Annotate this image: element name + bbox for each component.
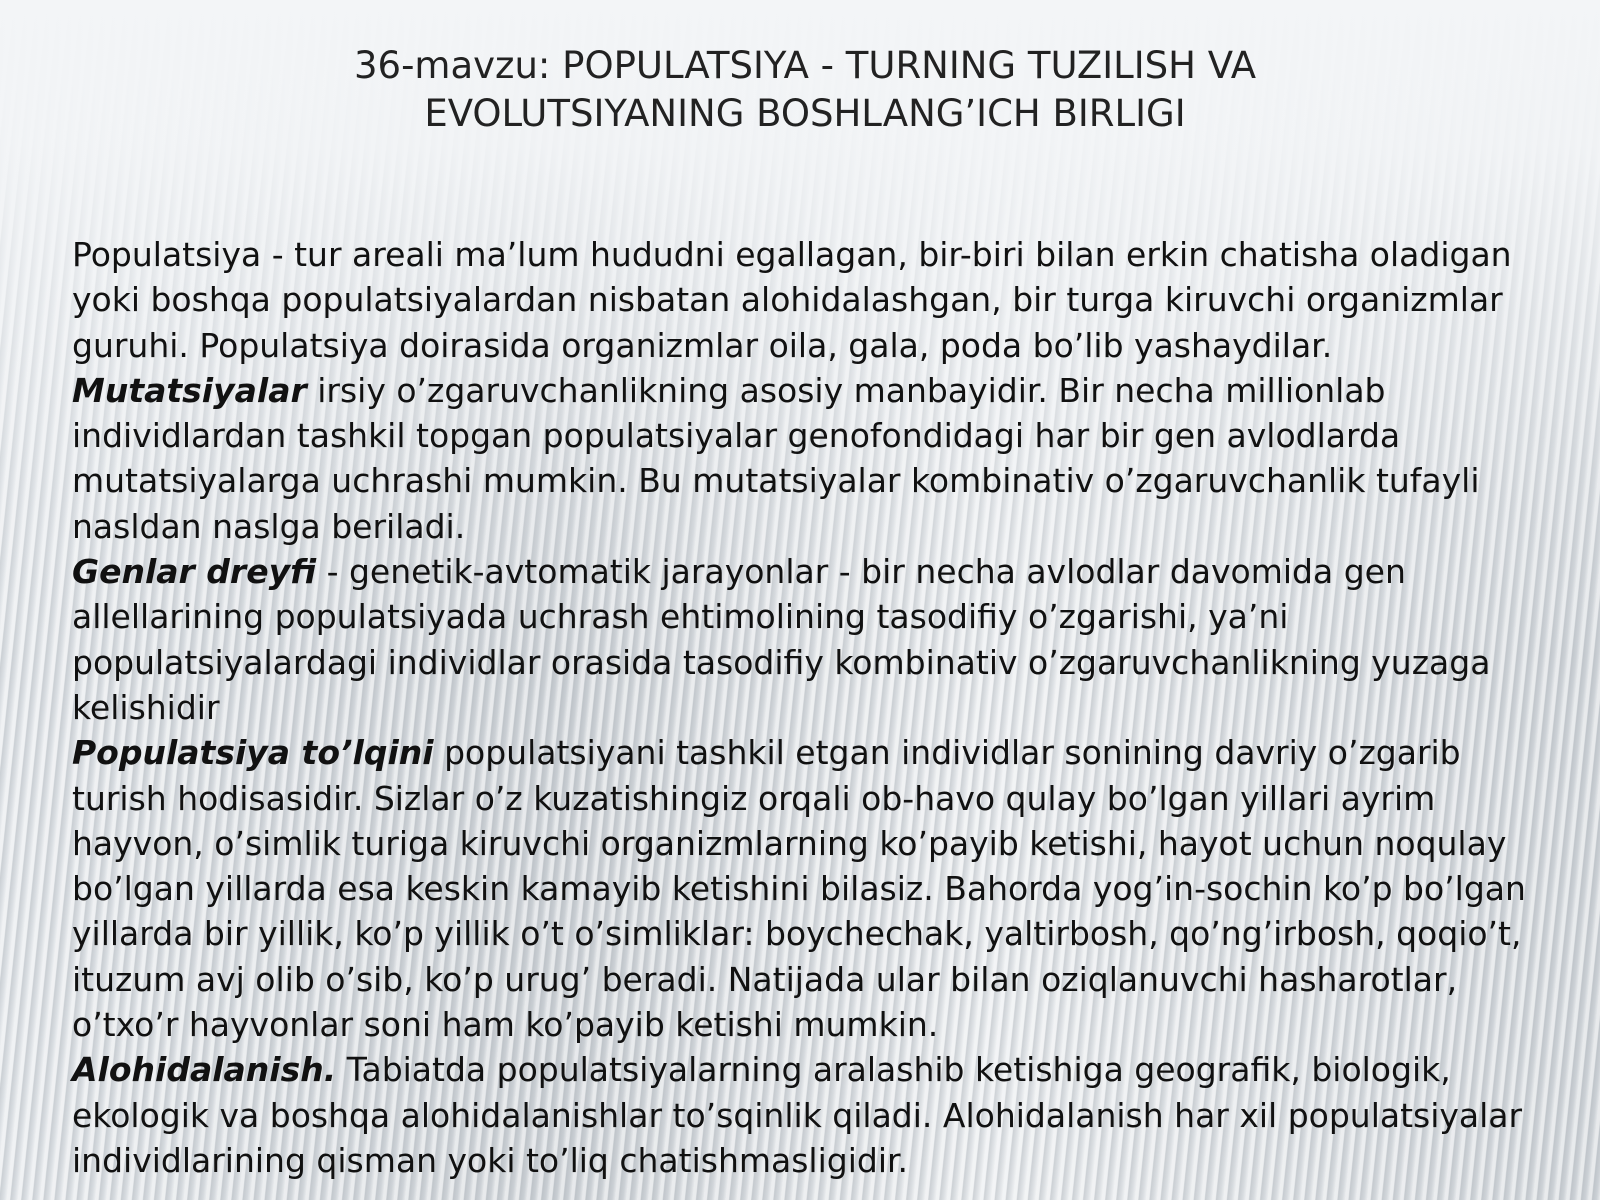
slide-title-line-1: 36-mavzu: POPULATSIYA - TURNING TUZILISH VA xyxy=(353,44,1257,87)
paragraph-populatsiya-tolqini xyxy=(72,730,1562,1047)
paragraph-populatsiya xyxy=(72,232,1562,368)
slide-title-line-2: EVOLUTSIYANING BOSHLANG’ICH BIRLIGI xyxy=(424,92,1186,135)
paragraph-text: Tabiatda populatsiyalarning aralashib ketishiga geografik, biologik, ekologik va boshqa alohidalanishlar to’sqinlik qiladi. Alohidalanish har xil populatsiyalar individlarining qisman yoki to’liq chatishmasligidir. xyxy=(72,1050,1523,1180)
slide-body xyxy=(72,232,1562,1183)
paragraph-term: Alohidalanish. xyxy=(72,1050,337,1090)
paragraph-text: - genetik-avtomatik jarayonlar - bir necha avlodlar davomida gen allellarining populatsiyada uchrash ehtimolining tasodifiy o’zgarishi, ya’ni populatsiyalardagi individlar orasida tasodifiy kombinativ o’zgaruvchanlikning yuzaga kelishidir xyxy=(72,552,1491,727)
paragraph-term: Populatsiya to’lqini xyxy=(72,733,434,773)
paragraph-genlar-dreyfi xyxy=(72,549,1562,730)
paragraph-text: irsiy o’zgaruvchanlikning asosiy manbayidir. Bir necha millionlab individlardan tashkil topgan populatsiyalar genofondidagi har bir gen avlodlarda mutatsiyalarga uchrashi mumkin. Bu mutatsiyalar kombinativ o’zgaruvchanlik tufayli nasldan naslga beriladi. xyxy=(72,370,1480,546)
paragraph-mutatsiyalar xyxy=(72,368,1562,549)
paragraph-term: Mutatsiyalar xyxy=(72,370,307,410)
paragraph-text: populatsiyani tashkil etgan individlar sonining davriy o’zgarib turish hodisasidir. Sizlar o’z kuzatishingiz orqali ob-havo qulay bo’lgan yillari ayrim hayvon, o’simlik turiga kiruvchi organizmlarning ko’payib ketishi, hayot uchun noqulay bo’lgan yillarda esa keskin kamayib ketishini bilasiz. Bahorda yog’in-sochin ko’p bo’lgan yillarda bir yillik, ko’p yillik o’t o’simliklar: boychechak, yaltirbosh, qo’ng’irbosh, qoqio’t, ituzum avj olib o’sib, ko’p urug’ beradi. Natijada ular bilan oziqlanuvchi hasharotlar, o’txo’r hayvonlar soni ham ko’payib ketishi mumkin. xyxy=(72,733,1526,1045)
paragraph-text: Populatsiya - tur areali ma’lum hududni egallagan, bir-biri bilan erkin chatisha oladigan yoki boshqa populatsiyalardan nisbatan alohidalashgan, bir turga kiruvchi organizmlar guruhi. Populatsiya doirasida organizmlar oila, gala, poda bo’lib yashaydilar. xyxy=(72,235,1512,365)
paragraph-alohidalanish xyxy=(72,1047,1562,1183)
paragraph-term: Genlar dreyfi xyxy=(72,552,317,592)
slide-title xyxy=(120,42,1490,138)
